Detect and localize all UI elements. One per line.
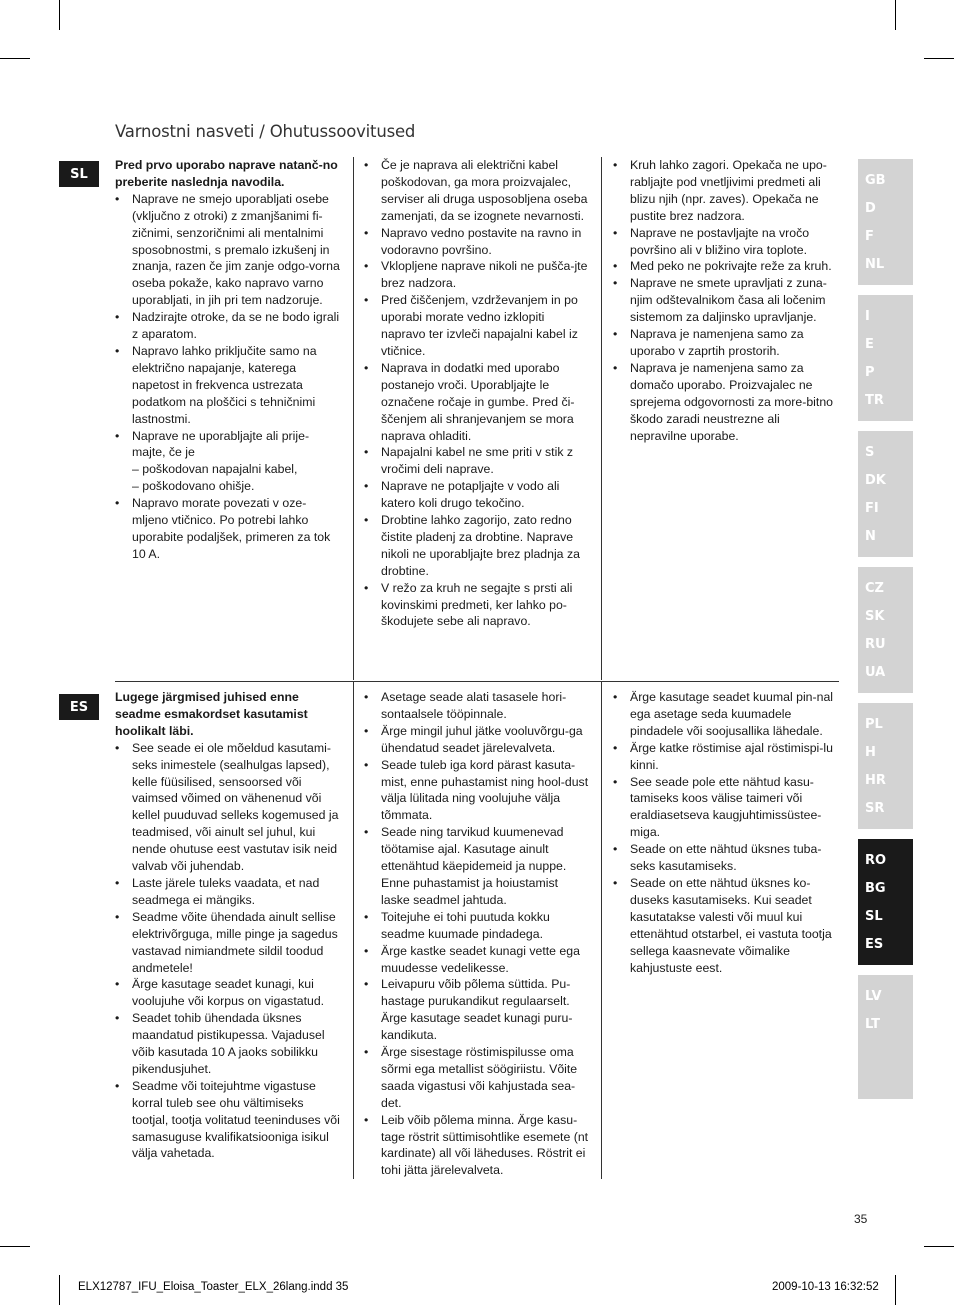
sub-item: – poškodovano ohišje. [132, 479, 255, 494]
list-item: • Leivapuru võib põlema süttida. Pu-hastage purukandikut regulaarselt. Ärge kasutage seadet kunagi puru-kandikuta. [364, 976, 590, 1044]
section-divider [115, 681, 839, 682]
language-tab[interactable]: F [865, 229, 874, 244]
es-list-3 [613, 689, 839, 976]
list-item: • Če je naprava ali električni kabel poškodovan, ga mora proizvajalec, serviser ali druga usposobljena oseba zamenjati, da se izognete nevarnosti. [364, 157, 590, 225]
crop-mark [924, 1246, 954, 1247]
list-item: • Seade ning tarvikud kuumenevad töötamise ajal. Kasutage ainult ettenähtud käepidemeid ja nuppe. Enne puhastamist ja hoiustamist laske seadmel jahtuda. [364, 824, 590, 909]
list-item: • Laste järele tuleks vaadata, et nad seadmega ei mängiks. [115, 875, 341, 909]
language-tab-group [858, 975, 913, 1099]
sl-list-2 [364, 157, 590, 630]
crop-mark [924, 58, 954, 59]
sl-column-1 [115, 157, 341, 563]
list-item: • Seadet tohib ühendada üksnes maandatud pistikupessa. Vajadusel võib kasutada 10 A jaoks sobilikku pikendusjuhet. [115, 1010, 341, 1078]
language-tab-group [858, 567, 913, 693]
list-item: • Ärge kasutage seadet kunagi, kui voolujuhe või korpus on vigastatud. [115, 976, 341, 1010]
list-item: • Naprave ne postavljajte na vročo površino ali v bližino vira toplote. [613, 225, 839, 259]
list-item: • Seadme või toitejuhtme vigastuse korral tuleb see ohu vältimiseks tootjal, tootja volitatud teeninduses või samasuguse kvalifikatsiooniga isikul välja vahetada. [115, 1078, 341, 1163]
language-tab[interactable]: SL [865, 909, 883, 924]
language-tab[interactable]: I [865, 309, 870, 324]
language-tab[interactable]: LT [865, 1017, 880, 1032]
list-item: • Ärge katke röstimise ajal röstimispi-lu kinni. [613, 740, 839, 774]
list-item: • Leib võib põlema minna. Ärge kasu-tage röstrit süttimisohtlike esemete (nt kardinate) all või läheduses. Röstrit ei tohi jätta järelevalveta. [364, 1112, 590, 1180]
language-tab[interactable]: FI [865, 501, 879, 516]
column-divider [601, 682, 602, 1179]
language-tab[interactable]: SR [865, 801, 885, 816]
language-tab[interactable]: E [865, 337, 874, 352]
language-tab[interactable]: PL [865, 717, 883, 732]
list-item: • Seade tuleb iga kord pärast kasuta-mist, enne puhastamist ning hool-dust välja lülitada ning voolujuhe välja tõmmata. [364, 757, 590, 825]
crop-mark [895, 1275, 896, 1305]
language-tab-group [858, 431, 913, 557]
list-item: • Seadme võite ühendada ainult sellise elektrivõrguga, mille pinge ja sagedus vastavad nimiandmete sildil toodud andmetele! [115, 909, 341, 977]
language-tab[interactable]: ES [865, 937, 884, 952]
list-item: • Naprave ne potapljajte v vodo ali katero koli drugo tekočino. [364, 478, 590, 512]
section-tag-es: ES [59, 694, 99, 720]
crop-mark [0, 58, 30, 59]
language-tab[interactable]: RU [865, 637, 886, 652]
crop-mark [59, 0, 60, 30]
list-item: • Seade on ette nähtud üksnes ko-duseks kasutamiseks. Kui seadet kasutatakse valesti või muul kui ettenähtud otstarbel, ei vastuta tootja sellega kaasnevate võimalike kahjustuste eest. [613, 875, 839, 976]
list-item: • Nadzirajte otroke, da se ne bodo igrali z aparatom. [115, 309, 341, 343]
language-tab[interactable]: TR [865, 393, 884, 408]
list-item: • Ärge mingil juhul jätke vooluvõrgu-ga ühendatud seadet järelevalveta. [364, 723, 590, 757]
es-column-1 [115, 689, 341, 1162]
list-item: • Napravo morate povezati v oze-mljeno vtičnico. Po potrebi lahko uporabite podaljšek, primeren za tok 10 A. [115, 495, 341, 563]
sub-item: – poškodovan napajalni kabel, [132, 462, 298, 477]
list-item: • Naprava je namenjena samo za uporabo v zaprtih prostorih. [613, 326, 839, 360]
crop-mark [59, 1275, 60, 1305]
language-tab[interactable]: NL [865, 257, 885, 272]
column-divider [353, 157, 354, 680]
sl-list-3 [613, 157, 839, 444]
list-item: • Napravo lahko priključite samo na električno napajanje, katerega napetost in frekvenca ustrezata podatkom na ploščici s tehničnimi lastnostmi. [115, 343, 341, 428]
list-item: • V režo za kruh ne segajte s prsti ali kovinskimi predmeti, ker lahko po-škodujete sebe ali napravo. [364, 580, 590, 631]
list-item: • Asetage seade alati tasasele hori-sontaalsele tööpinnale. [364, 689, 590, 723]
language-tab[interactable]: RO [865, 853, 887, 868]
language-tab[interactable]: N [865, 529, 876, 544]
column-divider [353, 682, 354, 1179]
language-tab[interactable]: UA [865, 665, 886, 680]
language-tab[interactable]: D [865, 201, 876, 216]
es-intro: Lugege järgmised juhised enne seadme esmakordset kasutamist hoolikalt läbi. [115, 690, 308, 738]
sl-column-3 [613, 157, 839, 444]
language-tab[interactable]: BG [865, 881, 886, 896]
es-list-2 [364, 689, 590, 1179]
language-tab[interactable]: GB [865, 173, 886, 188]
list-item: • Naprave ne smejo uporabljati osebe (vključno z otroki) z zmanjšanimi fi-zičnimi, senzoričnimi ali mentalnimi sposobnostmi, s premalo izkušenj in znanja, razen če jim zanje odgo-vorna oseba pokaže, kako napravo varno uporabljati, in jih pri tem nadzoruje. [115, 191, 341, 309]
language-tab-group [858, 159, 913, 285]
language-tab[interactable]: DK [865, 473, 886, 488]
language-tab[interactable]: P [865, 365, 875, 380]
list-item: • Napajalni kabel ne sme priti v stik z vročimi deli naprave. [364, 444, 590, 478]
sl-column-2 [364, 157, 590, 630]
list-item: • Seade on ette nähtud üksnes tuba-seks kasutamiseks. [613, 841, 839, 875]
list-item: • Naprave ne smete upravljati z zuna-njim odštevalnikom časa ali ločenim sistemom za daljinsko upravljanje. [613, 275, 839, 326]
language-tab[interactable]: S [865, 445, 875, 460]
sl-intro: Pred prvo uporabo naprave natanč-no preberite naslednja navodila. [115, 158, 338, 189]
es-list-1 [115, 740, 341, 1163]
list-item-text: Naprave ne uporabljajte ali prije-majte, če je [132, 428, 310, 460]
list-item: • Pred čiščenjem, vzdrževanjem in po uporabi morate vedno izklopiti napravo ter izvleči napajalni kabel iz vtičnice. [364, 292, 590, 360]
list-item [115, 428, 341, 496]
list-item: • Drobtine lahko zagorijo, zato redno čistite pladenj za drobtine. Naprave nikoli ne uporabljajte brez pladnja za drobtine. [364, 512, 590, 580]
list-item: • Naprava je namenjena samo za domačo uporabo. Proizvajalec ne sprejema odgovornosti za more-bitno škodo zaradi neustrezne ali nepravilne uporabe. [613, 360, 839, 445]
language-tab-group [858, 295, 913, 421]
es-column-2 [364, 689, 590, 1179]
page-title: Varnostni nasveti / Ohutussoovitused [115, 122, 416, 141]
list-item: • See seade pole ette nähtud kasu-tamiseks koos välise taimeri või eraldiasetseva kaugjuhtimissüstee-miga. [613, 774, 839, 842]
footer-timestamp: 2009-10-13 16:32:52 [772, 1281, 879, 1293]
list-item: • See seade ei ole mõeldud kasutami-seks inimestele (sealhulgas lapsed), kelle füüsilised, sensoorsed või vaimsed võimed on vähenenud või kellel puuduvad selleks kogemused ja teadmised, või ainult sel juhul, kui nende ohutuse eest vastutav isik neid valvab või juhendab. [115, 740, 341, 875]
list-item: • Naprava in dodatki med uporabo postanejo vroči. Uporabljajte le označene ročaje in gumbe. Pred či-ščenjem ali shranjevanjem se mora naprava ohladiti. [364, 360, 590, 445]
list-item: • Kruh lahko zagori. Opekača ne upo-rabljajte pod vnetljivimi predmeti ali blizu njih (npr. zaves). Opekača ne pustite brez nadzora. [613, 157, 839, 225]
list-item: • Med peko ne pokrivajte reže za kruh. [613, 258, 839, 275]
es-column-3 [613, 689, 839, 976]
list-item: • Ärge kasutage seadet kuumal pin-nal ega asetage seda kuumadele pindadele või soojusallika lähedale. [613, 689, 839, 740]
language-tab[interactable]: LV [865, 989, 882, 1004]
language-tab-group [858, 703, 913, 829]
language-tab[interactable]: H [865, 745, 876, 760]
page-number: 35 [854, 1212, 868, 1226]
crop-mark [895, 0, 896, 30]
footer-filename: ELX12787_IFU_Eloisa_Toaster_ELX_26lang.indd 35 [78, 1281, 349, 1293]
language-tab[interactable]: SK [865, 609, 885, 624]
column-divider [601, 157, 602, 680]
language-tab[interactable]: HR [865, 773, 886, 788]
language-tab[interactable]: CZ [865, 581, 884, 596]
list-item: • Vklopljene naprave nikoli ne pušča-jte brez nadzora. [364, 258, 590, 292]
list-item: • Ärge sisestage röstimispilusse oma sõrmi ega metallist söögiriistu. Võite saada vigastusi või kahjustada sea-det. [364, 1044, 590, 1112]
list-item: • Ärge kastke seadet kunagi vette ega muudesse vedelikesse. [364, 943, 590, 977]
crop-mark [0, 1246, 30, 1247]
list-item: • Toitejuhe ei tohi puutuda kokku seadme kuumade pindadega. [364, 909, 590, 943]
sl-list-1 [115, 191, 341, 563]
language-tab-group-active [858, 839, 913, 965]
section-tag-sl: SL [59, 161, 99, 187]
list-item: • Napravo vedno postavite na ravno in vodoravno površino. [364, 225, 590, 259]
